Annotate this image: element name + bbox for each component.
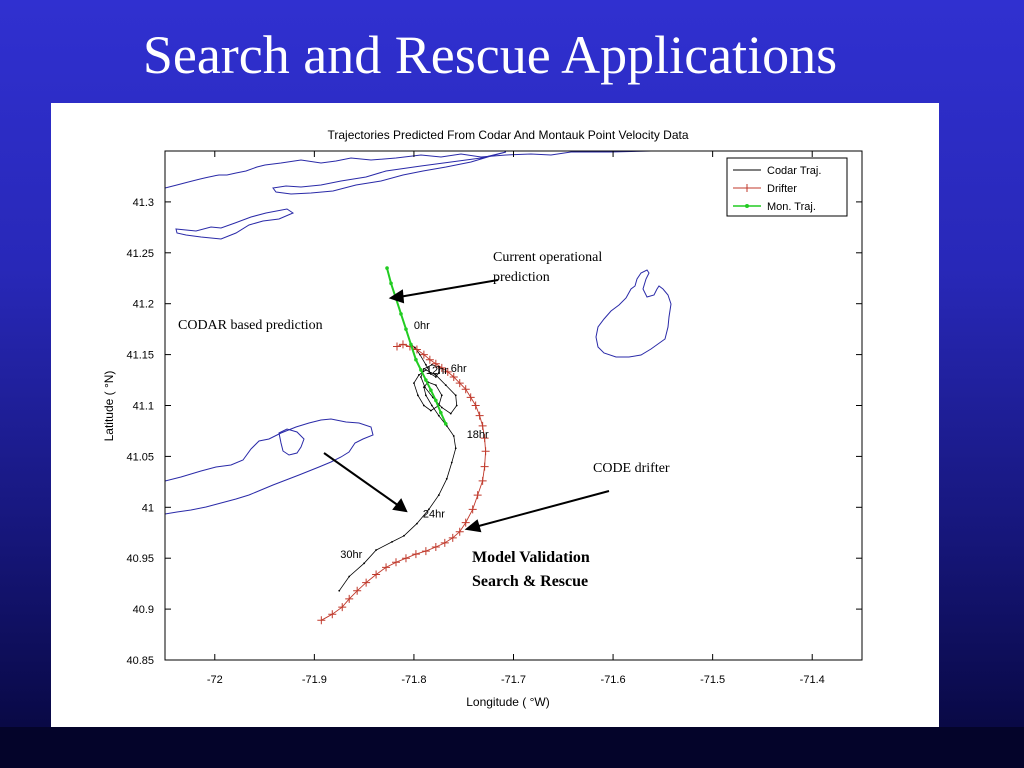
y-tick-label: 41.2 [132,298,154,311]
y-tick-label: 41.1 [132,400,154,413]
montauk-point [389,282,393,286]
x-tick-label: -71.6 [600,674,626,686]
codar-point [455,447,457,449]
time-label: 6hr [450,362,467,375]
x-tick-label: -71.4 [799,674,825,686]
codar-point [423,368,425,370]
axis-ticks [126,151,862,686]
arrow-codar-based [324,453,399,506]
annotation-current-operational-1: Current operational [493,250,603,265]
time-label: 0hr [413,320,430,333]
annotation-codar-based: CODAR based prediction [178,318,323,333]
y-tick-label: 41.25 [126,247,154,260]
drifter-point [481,463,489,471]
montauk-point [439,411,443,415]
codar-point [420,376,422,378]
x-tick-label: -71.7 [500,674,527,686]
x-tick-label: -71.5 [700,674,726,686]
annotation-arrows [324,280,609,531]
legend-label-drifter: Drifter [767,183,797,195]
montauk-point [409,343,413,347]
codar-point [348,576,350,578]
y-tick-label: 40.85 [126,655,154,667]
slide-title: Search and Rescue Applications [142,25,838,85]
chart-title: Trajectories Predicted From Codar And Montauk Point Velocity Data [327,128,689,142]
y-tick-label: 40.95 [126,553,154,566]
codar-point [441,407,443,409]
coastline-gardiners [279,429,304,455]
drifter-point [469,505,477,513]
bottom-band [0,727,1024,768]
codar-point [424,386,426,388]
codar-point [441,394,443,396]
drifter-point [432,543,440,551]
annotation-search-rescue: Search & Rescue [472,573,589,590]
codar-point [375,549,377,551]
coastline-block-island [596,270,671,357]
x-axis-label: Longitude ( °W) [466,695,550,709]
legend-marker-montauk [745,204,749,208]
annotation-model-validation: Model Validation [472,549,590,566]
codar-point [363,562,365,564]
x-tick-label: -71.8 [401,674,427,686]
drifter-point [399,340,407,348]
annotation-code-drifter: CODE drifter [593,461,670,476]
codar-point [391,541,393,543]
arrow-current-operational [399,280,498,297]
drifter-point [317,616,325,624]
codar-point [453,435,455,437]
drifter-point [382,563,390,571]
codar-point [450,413,452,415]
figure-panel [51,103,939,727]
montauk-point [399,312,403,316]
time-label: 30hr [340,549,363,562]
y-tick-label: 41 [141,502,154,515]
codar-point [431,405,433,407]
drifter-point [441,539,449,547]
drifter-point [393,342,401,350]
y-tick-label: 41.3 [132,196,154,209]
legend-label-codar: Codar Traj. [767,165,822,177]
arrow-code-drifter [475,491,609,527]
codar-point [425,394,427,396]
arrow-current-operational-head [391,291,403,302]
arrow-codar-based-head [394,500,406,511]
codar-point [451,462,453,464]
drifter-point [392,558,400,566]
y-tick-label: 41.15 [126,349,154,362]
montauk-point [404,327,408,331]
codar-point [455,394,457,396]
montauk-point [414,358,418,362]
montauk-point [424,378,428,382]
y-tick-label: 41.05 [126,451,154,464]
trajectory-chart [51,103,939,727]
drifter-point [402,554,410,562]
codar-point [456,405,458,407]
drifter-point [474,491,482,499]
drifter-point [482,447,490,455]
codar-point [338,590,340,592]
montauk-point [385,266,389,270]
drifter-point [462,519,470,527]
drifter-point [476,412,484,420]
y-axis-label: Latitude ( °N) [102,370,116,442]
codar-point [417,394,419,396]
codar-point [438,415,440,417]
codar-point [413,382,415,384]
drifter-point [479,477,487,485]
y-tick-label: 40.9 [132,604,154,617]
codar-point [435,384,437,386]
codar-point [423,405,425,407]
x-tick-label: -71.9 [301,674,327,686]
codar-point [446,478,448,480]
codar-point [430,410,432,412]
time-label: 12hr [425,364,448,377]
montauk-point [444,422,448,426]
codar-point [445,384,447,386]
time-label: 18hr [466,429,489,442]
series-layer [317,266,489,624]
drifter-point [467,393,475,401]
drifter-point [472,402,480,410]
x-tick-label: -72 [206,674,223,686]
codar-point [416,523,418,525]
codar-point [418,374,420,376]
coastline-ct-shore [165,151,651,188]
montauk-point [429,388,433,392]
drifter-point [328,610,336,618]
codar-point [438,494,440,496]
codar-point [403,535,405,537]
legend-label-montauk: Mon. Traj. [767,201,816,213]
montauk-point [419,368,423,372]
time-label: 24hr [422,508,445,521]
series-line-drifter [321,344,485,620]
legend [727,158,847,216]
drifter-point [412,550,420,558]
drifter-point [422,547,430,555]
coastline-plum-island [176,209,293,239]
annotation-current-operational-2: prediction [493,270,550,285]
montauk-point [434,399,438,403]
